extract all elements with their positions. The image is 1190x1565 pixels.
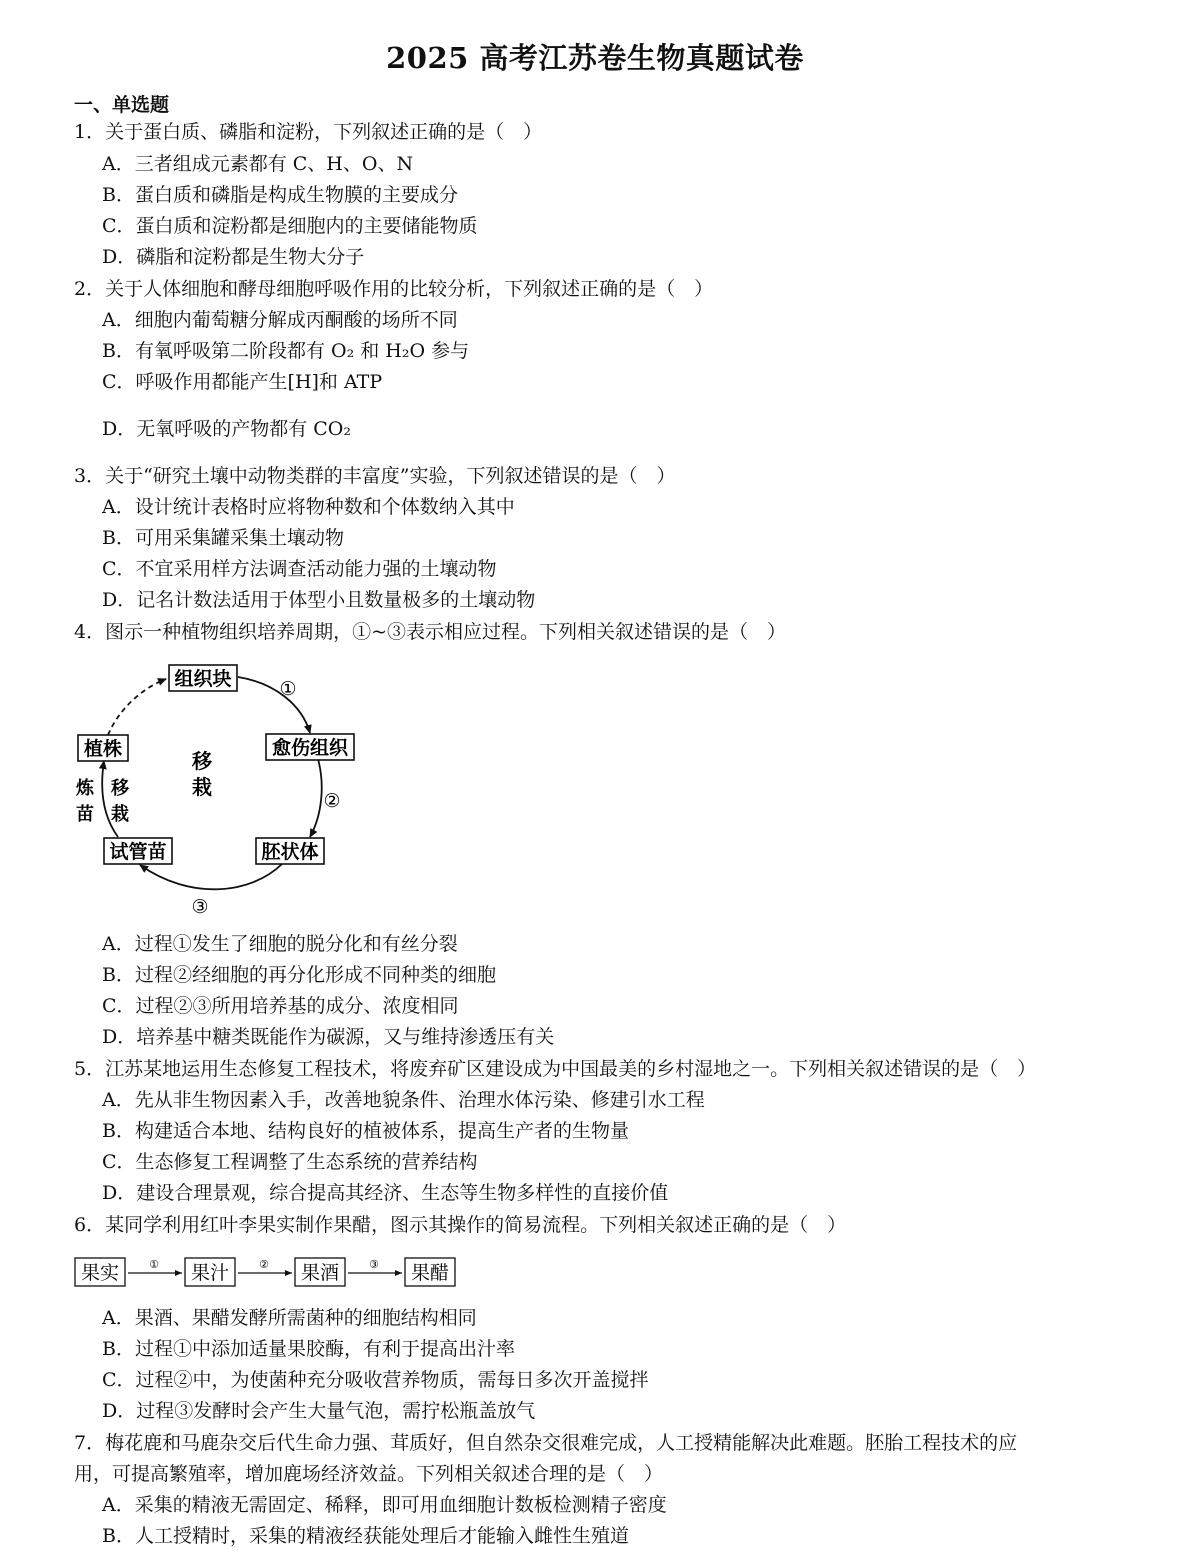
option-7a: A．采集的精液无需固定、稀释，即可用血细胞计数板检测精子密度 — [102, 1494, 667, 1516]
option-3d: D．记名计数法适用于体型小且数量极多的土壤动物 — [102, 589, 536, 611]
flow-step-2: ② — [259, 1258, 269, 1271]
option-6b: B．过程①中添加适量果胶酶，有利于提高出汁率 — [102, 1338, 515, 1360]
option-4a: A．过程①发生了细胞的脱分化和有丝分裂 — [102, 933, 458, 955]
option-6a: A．果酒、果醋发酵所需菌种的细胞结构相同 — [102, 1307, 477, 1329]
option-1c: C．蛋白质和淀粉都是细胞内的主要储能物质 — [102, 215, 478, 237]
arrow-step-3 — [140, 864, 282, 889]
question-7-line-2: 用，可提高繁殖率，增加鹿场经济效益。下列相关叙述合理的是（ ） — [74, 1463, 664, 1485]
node-callus: 愈伤组织 — [271, 737, 349, 759]
side-label-harden-2: 苗 — [76, 804, 94, 825]
flow-step-1: ① — [149, 1258, 159, 1271]
question-4: 4．图示一种植物组织培养周期，①~③表示相应过程。下列相关叙述错误的是（ ） — [74, 621, 787, 643]
option-5a: A．先从非生物因素入手，改善地貌条件、治理水体污染、修建引水工程 — [102, 1089, 705, 1111]
step-label-2: ② — [323, 790, 341, 812]
option-5d: D．建设合理景观，综合提高其经济、生态等生物多样性的直接价值 — [102, 1182, 669, 1204]
flow-box-vinegar: 果醋 — [410, 1262, 450, 1284]
side-label-harden-1: 炼 — [76, 778, 94, 799]
option-5b: B．构建适合本地、结构良好的植被体系，提高生产者的生物量 — [102, 1120, 629, 1142]
arrow-transplant — [102, 761, 118, 837]
question-1: 1．关于蛋白质、磷脂和淀粉，下列叙述正确的是（ ） — [74, 121, 543, 143]
question-3: 3．关于“研究土壤中动物类群的丰富度”实验，下列叙述错误的是（ ） — [74, 465, 676, 487]
arrow-step-1 — [238, 677, 310, 733]
option-6d: D．过程③发酵时会产生大量气泡，需拧松瓶盖放气 — [102, 1400, 536, 1422]
option-4b: B．过程②经细胞的再分化形成不同种类的细胞 — [102, 964, 496, 986]
node-test-tube-plantlet: 试管苗 — [109, 841, 167, 863]
option-2d: D．无氧呼吸的产物都有 CO₂ — [102, 418, 352, 440]
center-label-top: 移 — [192, 749, 212, 773]
dashed-arrow-explant — [108, 679, 166, 735]
flow-step-3: ③ — [369, 1258, 379, 1271]
option-4c: C．过程②③所用培养基的成分、浓度相同 — [102, 995, 459, 1017]
option-7b: B．人工授精时，采集的精液经获能处理后才能输入雌性生殖道 — [102, 1525, 629, 1547]
page-title: 2025 高考江苏卷生物真题试卷 — [386, 41, 804, 75]
option-4d: D．培养基中糖类既能作为碳源，又与维持渗透压有关 — [102, 1026, 555, 1048]
option-1a: A．三者组成元素都有 C、H、O、N — [102, 153, 414, 175]
flow-box-wine: 果酒 — [300, 1262, 340, 1284]
option-6c: C．过程②中，为使菌种充分吸收营养物质，需每日多次开盖搅拌 — [102, 1369, 649, 1391]
flow-box-fruit: 果实 — [80, 1262, 120, 1284]
option-3a: A．设计统计表格时应将物种数和个体数纳入其中 — [102, 496, 515, 518]
node-embryoid: 胚状体 — [261, 841, 319, 863]
section-heading: 一、单选题 — [74, 94, 170, 116]
side-label-transplant-1: 移 — [111, 778, 129, 799]
flow-box-juice: 果汁 — [190, 1262, 230, 1284]
option-2b: B．有氧呼吸第二阶段都有 O₂ 和 H₂O 参与 — [102, 340, 470, 362]
question-7-line-1: 7．梅花鹿和马鹿杂交后代生命力强、茸质好，但自然杂交很难完成，人工授精能解决此难题。胚胎工程技术的应 — [74, 1432, 1018, 1454]
node-plant: 植株 — [83, 738, 123, 760]
option-1d: D．磷脂和淀粉都是生物大分子 — [102, 246, 365, 268]
option-2c: C．呼吸作用都能产生[H]和 ATP — [102, 371, 383, 393]
question-5: 5．江苏某地运用生态修复工程技术，将废弃矿区建设成为中国最美的乡村湿地之一。下列相关叙述错误的是（ ） — [74, 1058, 1037, 1080]
option-3c: C．不宜采用样方法调查活动能力强的土壤动物 — [102, 558, 497, 580]
side-label-transplant-2: 栽 — [111, 804, 129, 825]
vinegar-process-flow — [74, 1256, 464, 1294]
tissue-culture-cycle-diagram — [70, 655, 370, 924]
step-label-3: ③ — [191, 896, 209, 918]
center-label-bottom: 栽 — [192, 775, 212, 799]
question-2: 2．关于人体细胞和酵母细胞呼吸作用的比较分析，下列叙述正确的是（ ） — [74, 278, 714, 300]
option-3b: B．可用采集罐采集土壤动物 — [102, 527, 344, 549]
option-1b: B．蛋白质和磷脂是构成生物膜的主要成分 — [102, 184, 458, 206]
node-tissue-block: 组织块 — [174, 668, 232, 690]
step-label-1: ① — [279, 678, 297, 700]
option-2a: A．细胞内葡萄糖分解成丙酮酸的场所不同 — [102, 309, 458, 331]
arrow-step-2 — [310, 759, 322, 837]
question-6: 6．某同学利用红叶李果实制作果醋，图示其操作的简易流程。下列相关叙述正确的是（ ） — [74, 1214, 847, 1236]
option-5c: C．生态修复工程调整了生态系统的营养结构 — [102, 1151, 478, 1173]
